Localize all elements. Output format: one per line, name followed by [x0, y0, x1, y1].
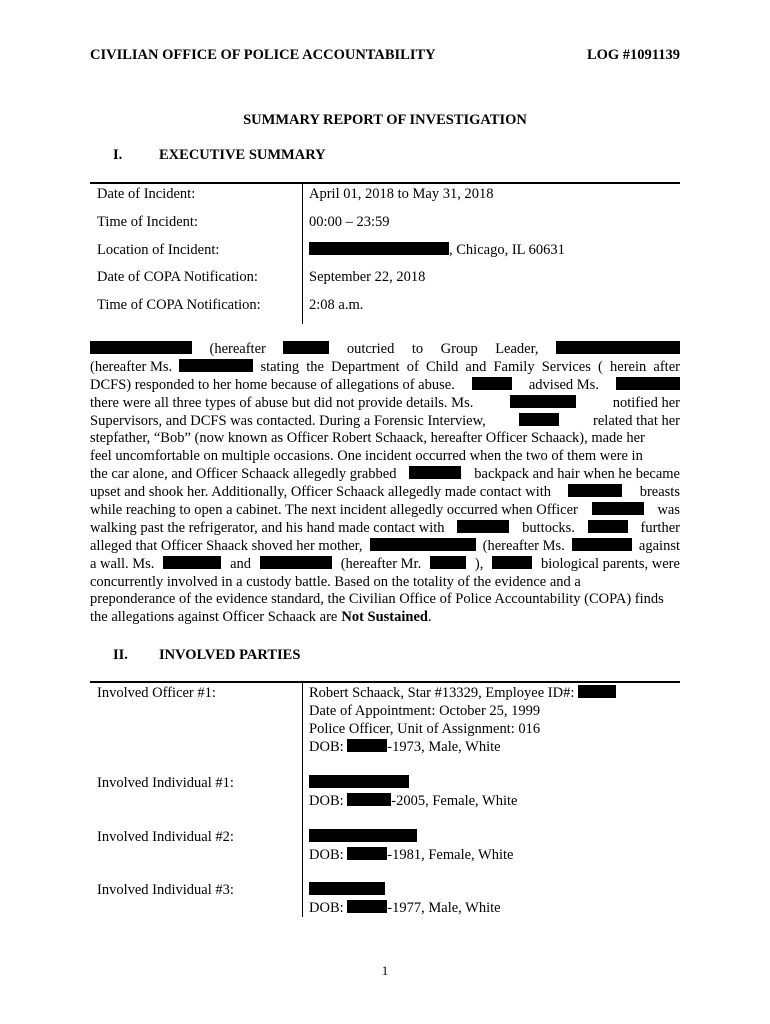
- individual-2-name: [309, 828, 417, 846]
- summary-narrative: [90, 341, 680, 627]
- narrative-line: [90, 448, 680, 466]
- dob-label: DOB:: [309, 900, 344, 916]
- section-title: INVOLVED PARTIES: [159, 647, 301, 663]
- narrative-line: [90, 556, 680, 574]
- narrative-line: [90, 341, 680, 359]
- narrative-text: feel uncomfortable on multiple occasions. One incident occurred when the two of them were in: [90, 448, 643, 465]
- narrative-word: Child: [426, 358, 459, 375]
- narrative-text: (hereafter Mr.: [340, 555, 422, 572]
- redaction-bar: [347, 900, 387, 913]
- dob-label: DOB:: [309, 847, 344, 863]
- redaction-bar: [309, 829, 417, 842]
- individual-1-label: Involved Individual #1:: [97, 775, 234, 791]
- narrative-line: [90, 466, 680, 484]
- individual-3-dob: [309, 899, 501, 917]
- redaction-bar: [519, 413, 559, 426]
- narrative-line: [90, 413, 680, 431]
- narrative-text: (hereafter Ms.: [482, 537, 565, 554]
- narrative-word: of: [406, 358, 419, 375]
- redaction-bar: [347, 847, 387, 860]
- narrative-text: related that her: [593, 412, 680, 429]
- narrative-line: [90, 591, 680, 609]
- narrative-text: the car alone, and Officer Schaack allegedly grabbed: [90, 466, 397, 483]
- section-number: I.: [113, 147, 123, 163]
- narrative-line: [90, 359, 680, 377]
- officer-name: Robert Schaack, Star #13329, Employee ID#:: [309, 685, 575, 701]
- redaction-bar: [430, 556, 466, 569]
- row-label: Date of COPA Notification:: [97, 269, 258, 285]
- individual-3-name: [309, 881, 385, 899]
- narrative-word: the: [306, 358, 324, 375]
- narrative-line: [90, 520, 680, 538]
- individual-1-dob: [309, 792, 517, 810]
- row-label: Time of Incident:: [97, 214, 198, 230]
- redaction-bar: [260, 556, 332, 569]
- row-value-location: [309, 241, 565, 259]
- row-label: Date of Incident:: [97, 186, 196, 202]
- redaction-bar: [568, 484, 622, 497]
- narrative-text: a wall. Ms.: [90, 555, 155, 572]
- individual-2-dob: [309, 846, 513, 864]
- section-title: EXECUTIVE SUMMARY: [159, 147, 326, 163]
- officer-unit: Police Officer, Unit of Assignment: 016: [309, 721, 541, 737]
- narrative-text: and: [230, 555, 252, 572]
- narrative-word: outcried: [346, 341, 395, 357]
- narrative-text: the allegations against Officer Schaack are: [90, 609, 338, 626]
- redaction-bar: [457, 520, 509, 533]
- narrative-word: Family: [493, 358, 535, 375]
- narrative-text: while reaching to open a cabinet. The next incident allegedly occurred when Officer: [90, 502, 578, 519]
- narrative-text: preponderance of the evidence standard, the Civilian Office of Police Accountability (COPA) finds: [90, 591, 664, 608]
- location-text: , Chicago, IL 60631: [449, 242, 565, 258]
- narrative-line: [90, 395, 680, 413]
- section-heading-executive-summary: [113, 147, 513, 167]
- table-divider: [302, 682, 303, 917]
- redaction-bar: [572, 538, 632, 551]
- row-label: Location of Incident:: [97, 242, 220, 258]
- redaction-bar: [592, 502, 644, 515]
- individual-1-name: [309, 774, 409, 792]
- redaction-bar: [309, 882, 385, 895]
- narrative-line: [90, 574, 680, 592]
- narrative-text: stepfather, “Bob” (now known as Officer Robert Schaack, hereafter Officer Schaack), made her: [90, 430, 645, 447]
- narrative-line: [90, 538, 680, 556]
- narrative-text: notified her: [612, 394, 680, 411]
- row-value: September 22, 2018: [309, 269, 426, 285]
- narrative-text: concurrently involved in a custody battle. Based on the totality of the evidence and a: [90, 573, 581, 590]
- row-value: 00:00 – 23:59: [309, 214, 390, 230]
- narrative-text: Supervisors, and DCFS was contacted. During a Forensic Interview,: [90, 412, 486, 429]
- officer-appointment: Date of Appointment: October 25, 1999: [309, 703, 541, 719]
- narrative-line: [90, 609, 680, 627]
- narrative-word: after: [653, 358, 680, 375]
- narrative-word: stating: [260, 358, 300, 375]
- narrative-text: against: [638, 537, 680, 554]
- redaction-bar: [163, 556, 221, 569]
- narrative-text: breasts: [639, 484, 680, 501]
- finding-text: Not Sustained: [341, 609, 428, 626]
- redaction-bar: [283, 341, 329, 354]
- redaction-bar: [90, 341, 192, 354]
- narrative-word: (hereafter Ms.: [90, 358, 173, 375]
- narrative-word: (: [598, 358, 603, 375]
- table-top-rule: [90, 681, 680, 683]
- narrative-word: and: [465, 358, 487, 375]
- narrative-word: herein: [610, 358, 647, 375]
- narrative-word: Leader,: [495, 341, 539, 357]
- redaction-bar: [510, 395, 576, 408]
- row-value: 2:08 a.m.: [309, 297, 364, 313]
- table-top-rule: [90, 182, 680, 184]
- redaction-bar: [616, 377, 680, 390]
- dob-label: DOB:: [309, 739, 344, 755]
- report-title: SUMMARY REPORT OF INVESTIGATION: [243, 112, 527, 128]
- table-divider: [302, 183, 303, 324]
- officer-name-line: [309, 684, 616, 702]
- redaction-bar: [347, 793, 391, 806]
- redaction-bar: [556, 341, 680, 354]
- officer-dob: [309, 738, 501, 756]
- narrative-word: (hereafter: [209, 341, 266, 357]
- narrative-word: Group: [440, 341, 478, 357]
- redaction-bar: [492, 556, 532, 569]
- narrative-word: to: [411, 341, 424, 357]
- narrative-text: .: [427, 609, 432, 626]
- narrative-text: DCFS) responded to her home because of allegations of abuse.: [90, 376, 455, 393]
- log-number: LOG #1091139: [586, 47, 680, 63]
- narrative-text: ),: [474, 555, 484, 572]
- narrative-text: advised Ms.: [528, 376, 599, 393]
- redaction-bar: [370, 538, 476, 551]
- narrative-text: was: [657, 502, 680, 519]
- narrative-text: alleged that Officer Shaack shoved her mother,: [90, 537, 363, 554]
- narrative-text: backpack and hair when he became: [474, 466, 680, 483]
- redaction-bar: [179, 359, 253, 372]
- dob-value: -1981, Female, White: [387, 847, 514, 863]
- narrative-line: [90, 430, 680, 448]
- narrative-line: [90, 502, 680, 520]
- dob-value: -1973, Male, White: [387, 739, 501, 755]
- redaction-bar: [578, 685, 616, 698]
- redaction-bar: [309, 242, 449, 255]
- individual-3-label: Involved Individual #3:: [97, 882, 234, 898]
- redaction-bar: [347, 739, 387, 752]
- individual-2-label: Involved Individual #2:: [97, 829, 234, 845]
- narrative-text: further: [640, 519, 680, 536]
- office-header: CIVILIAN OFFICE OF POLICE ACCOUNTABILITY: [90, 47, 436, 63]
- redaction-bar: [588, 520, 628, 533]
- redaction-bar: [309, 775, 409, 788]
- redaction-bar: [409, 466, 461, 479]
- page-number: 1: [381, 963, 389, 978]
- dob-value: -1977, Male, White: [387, 900, 501, 916]
- row-label: Time of COPA Notification:: [97, 297, 261, 313]
- narrative-word: Services: [541, 358, 591, 375]
- narrative-text: upset and shook her. Additionally, Officer Schaack allegedly made contact with: [90, 484, 552, 501]
- narrative-line: [90, 484, 680, 502]
- narrative-text: there were all three types of abuse but did not provide details. Ms.: [90, 394, 474, 411]
- narrative-text: buttocks.: [522, 519, 575, 536]
- narrative-text: walking past the refrigerator, and his hand made contact with: [90, 519, 445, 536]
- row-value: April 01, 2018 to May 31, 2018: [309, 186, 494, 202]
- section-heading-involved-parties: [113, 647, 513, 667]
- dob-label: DOB:: [309, 793, 344, 809]
- dob-value: -2005, Female, White: [391, 793, 518, 809]
- redaction-bar: [472, 377, 512, 390]
- narrative-word: Department: [331, 358, 400, 375]
- narrative-line: [90, 377, 680, 395]
- officer-label: Involved Officer #1:: [97, 685, 216, 701]
- section-number: II.: [113, 647, 128, 663]
- narrative-text: biological parents, were: [540, 555, 680, 572]
